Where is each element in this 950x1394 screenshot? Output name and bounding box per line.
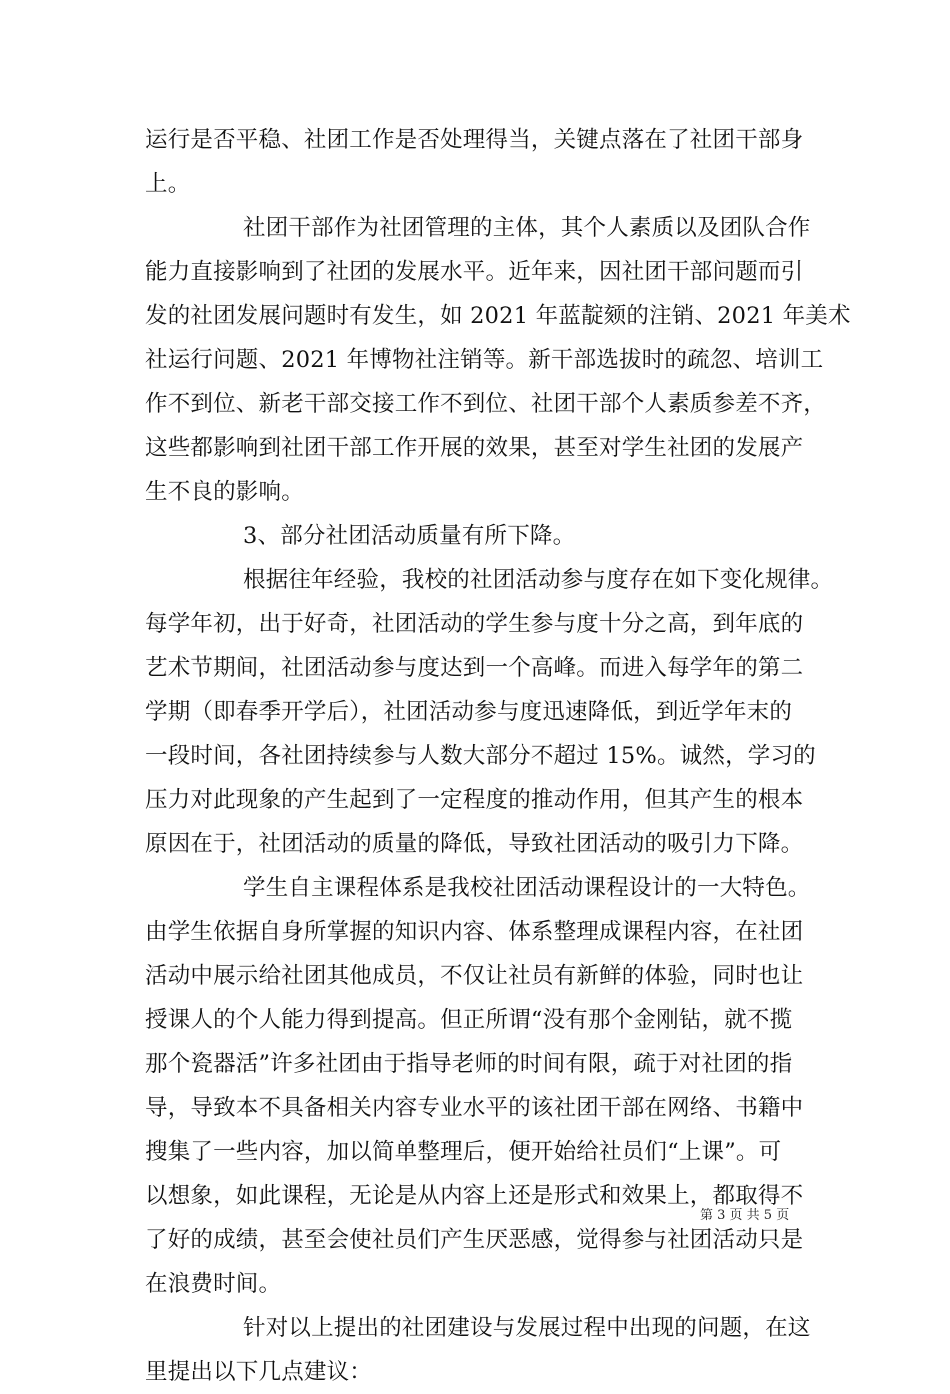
- paragraph-start-line: 根据往年经验，我校的社团活动参与度存在如下变化规律。: [243, 567, 834, 593]
- text-line: 授课人的个人能力得到提高。但正所谓“没有那个金刚钻，就不揽: [145, 1007, 793, 1033]
- text-line: 学期（即春季开学后），社团活动参与度迅速降低，到近学年末的: [145, 699, 793, 725]
- text-line: 由学生依据自身所掌握的知识内容、体系整理成课程内容，在社团: [145, 919, 804, 945]
- text-line: 发的社团发展问题时有发生，如 2021 年蓝靛颏的注销、2021 年美术: [145, 303, 851, 329]
- paragraph-start-line: 学生自主课程体系是我校社团活动课程设计的一大特色。: [243, 875, 811, 901]
- text-line: 在浪费时间。: [145, 1271, 282, 1297]
- text-line: 社运行问题、2021 年博物社注销等。新干部选拔时的疏忽、培训工: [145, 347, 824, 373]
- text-line: 了好的成绩，甚至会使社员们产生厌恶感，觉得参与社团活动只是: [145, 1227, 804, 1253]
- text-line: 里提出以下几点建议：: [145, 1359, 373, 1385]
- text-line: 活动中展示给社团其他成员，不仅让社员有新鲜的体验，同时也让: [145, 963, 804, 989]
- text-line: 搜集了一些内容，加以简单整理后，便开始给社员们“上课”。可: [145, 1139, 782, 1165]
- text-line: 作不到位、新老干部交接工作不到位、社团干部个人素质参差不齐，: [145, 391, 827, 417]
- text-line: 那个瓷器活”许多社团由于指导老师的时间有限，疏于对社团的指: [145, 1051, 793, 1077]
- text-line: 艺术节期间，社团活动参与度达到一个高峰。而进入每学年的第二: [145, 655, 804, 681]
- text-line: 一段时间，各社团持续参与人数大部分不超过 15%。诚然，学习的: [145, 743, 816, 769]
- document-body: [145, 118, 851, 1394]
- text-line: 原因在于，社团活动的质量的降低，导致社团活动的吸引力下降。: [145, 831, 804, 857]
- text-line: 这些都影响到社团干部工作开展的效果，甚至对学生社团的发展产: [145, 435, 804, 461]
- text-line: 以想象，如此课程，无论是从内容上还是形式和效果上，都取得不: [145, 1183, 804, 1209]
- text-line: 导，导致本不具备相关内容专业水平的该社团干部在网络、书籍中: [145, 1095, 804, 1121]
- text-line: 每学年初，出于好奇，社团活动的学生参与度十分之高，到年底的: [145, 611, 804, 637]
- paragraph-start-line: 社团干部作为社团管理的主体，其个人素质以及团队合作: [243, 215, 811, 241]
- text-line: 运行是否平稳、社团工作是否处理得当，关键点落在了社团干部身: [145, 127, 804, 153]
- section-heading: 3、部分社团活动质量有所下降。: [243, 523, 576, 549]
- text-line: 能力直接影响到了社团的发展水平。近年来，因社团干部问题而引: [145, 259, 804, 285]
- paragraph-start-line: 针对以上提出的社团建设与发展过程中出现的问题，在这: [243, 1315, 811, 1341]
- text-line: 生不良的影响。: [145, 479, 304, 505]
- text-line: 压力对此现象的产生起到了一定程度的推动作用，但其产生的根本: [145, 787, 804, 813]
- text-line: 上。: [145, 171, 191, 197]
- page-number-footer: 第 3 页 共 5 页: [700, 1208, 790, 1223]
